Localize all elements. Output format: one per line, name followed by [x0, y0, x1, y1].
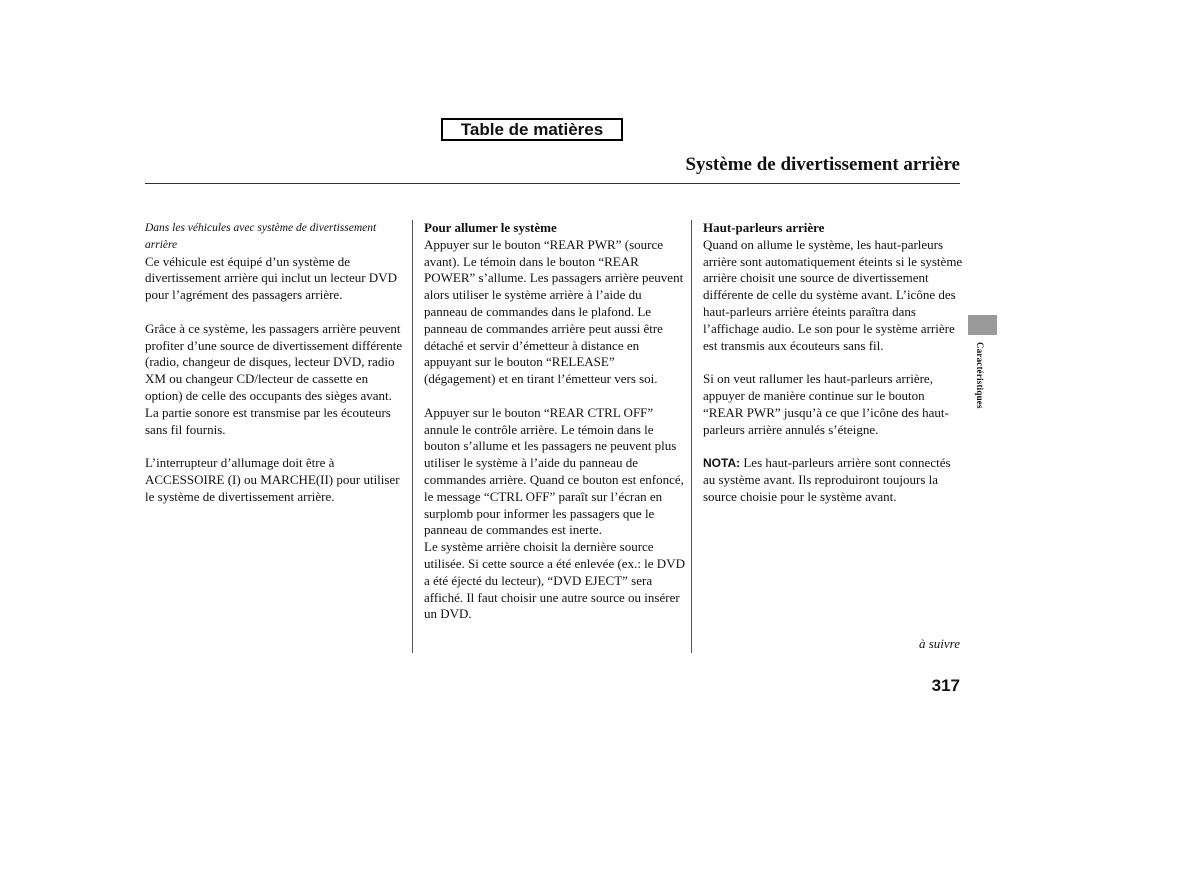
- power-on-heading: Pour allumer le système: [424, 220, 557, 235]
- column-divider-2: [691, 220, 692, 653]
- column-1: [145, 220, 407, 506]
- continued-note: à suivre: [918, 636, 960, 651]
- section-tab-label: Caractéristiques: [975, 342, 985, 409]
- ignition-paragraph: L’interrupteur d’allumage doit être à ACCESSOIRE (I) ou MARCHE(II) pour utiliser le système de divertissement arrière.: [145, 455, 400, 504]
- rear-speakers-heading: Haut-parleurs arrière: [703, 220, 825, 235]
- nota-label: NOTA:: [703, 456, 741, 471]
- power-on-paragraph: Appuyer sur le bouton “REAR PWR” (source avant). Le témoin dans le bouton “REAR POWER” s’allume. Les passagers arrière peuvent alors utiliser le système arrière à l’aide du panneau de commandes dans le plafond. Le panneau de commandes arrière peut aussi être détaché et servir d’émetteur à distance en appuyant sur le bouton “RELEASE” (dégagement) et en tirant l’émetteur vers soi.: [424, 236, 684, 387]
- nota-paragraph: [703, 455, 965, 505]
- rear-ctrl-off-paragraph: Appuyer sur le bouton “REAR CTRL OFF” annule le contrôle arrière. Le témoin dans le bouton s’allume et les passagers ne peuvent plus utiliser le système à l’aide du panneau de commandes arrière. Quand ce bouton est enfoncé, le message “CTRL OFF” paraît sur l’écran en surplomb pour informer les passagers que le panneau de commandes est inerte.: [424, 404, 684, 538]
- section-title: Système de divertissement arrière: [685, 154, 960, 175]
- section-tab-marker: [968, 315, 997, 335]
- rear-speakers-paragraph: Quand on allume le système, les haut-parleurs arrière sont automatiquement éteints si le système arrière choisit une source de divertissement différente de celle du système avant. L’icône des haut-parleurs arrière éteints paraîtra dans l’affichage audio. Le son pour le système arrière est transmis aux écouteurs sans fil.: [703, 236, 963, 353]
- page-number: 317: [931, 676, 960, 695]
- column-divider-1: [412, 220, 413, 653]
- last-source-paragraph: Le système arrière choisit la dernière source utilisée. Si cette source a été enlevée (ex.: le DVD a été éjecté du lecteur), “DVD EJECT” sera affiché. Il faut choisir une autre source ou insérer un DVD.: [424, 539, 685, 622]
- vehicle-note: Dans les véhicules avec système de divertissement arrière: [145, 222, 377, 251]
- nota-text: Les haut-parleurs arrière sont connectés au système avant. Ils reproduiront toujours la source choisie pour le système avant.: [703, 455, 951, 504]
- column-3: [703, 220, 965, 506]
- title-divider: [145, 183, 960, 184]
- sources-paragraph: Grâce à ce système, les passagers arrière peuvent profiter d’une source de divertissement différente (radio, changeur de disques, lecteur DVD, radio XM ou changeur CD/lecteur de cassette en option) de celle des occupants des sièges avant. La partie sonore est transmise par les écouteurs sans fil fournis.: [145, 320, 403, 437]
- intro-paragraph: Ce véhicule est équipé d’un système de divertissement arrière qui inclut un lecteur DVD pour l’agrément des passagers arrière.: [145, 253, 397, 303]
- table-of-contents-button[interactable]: Table de matières: [441, 118, 623, 141]
- speakers-restore-paragraph: Si on veut rallumer les haut-parleurs arrière, appuyer de manière continue sur le bouton “REAR PWR” jusqu’à ce que l’icône des haut-parleurs arrière annulés s’éteigne.: [703, 371, 949, 437]
- column-2: [424, 220, 686, 623]
